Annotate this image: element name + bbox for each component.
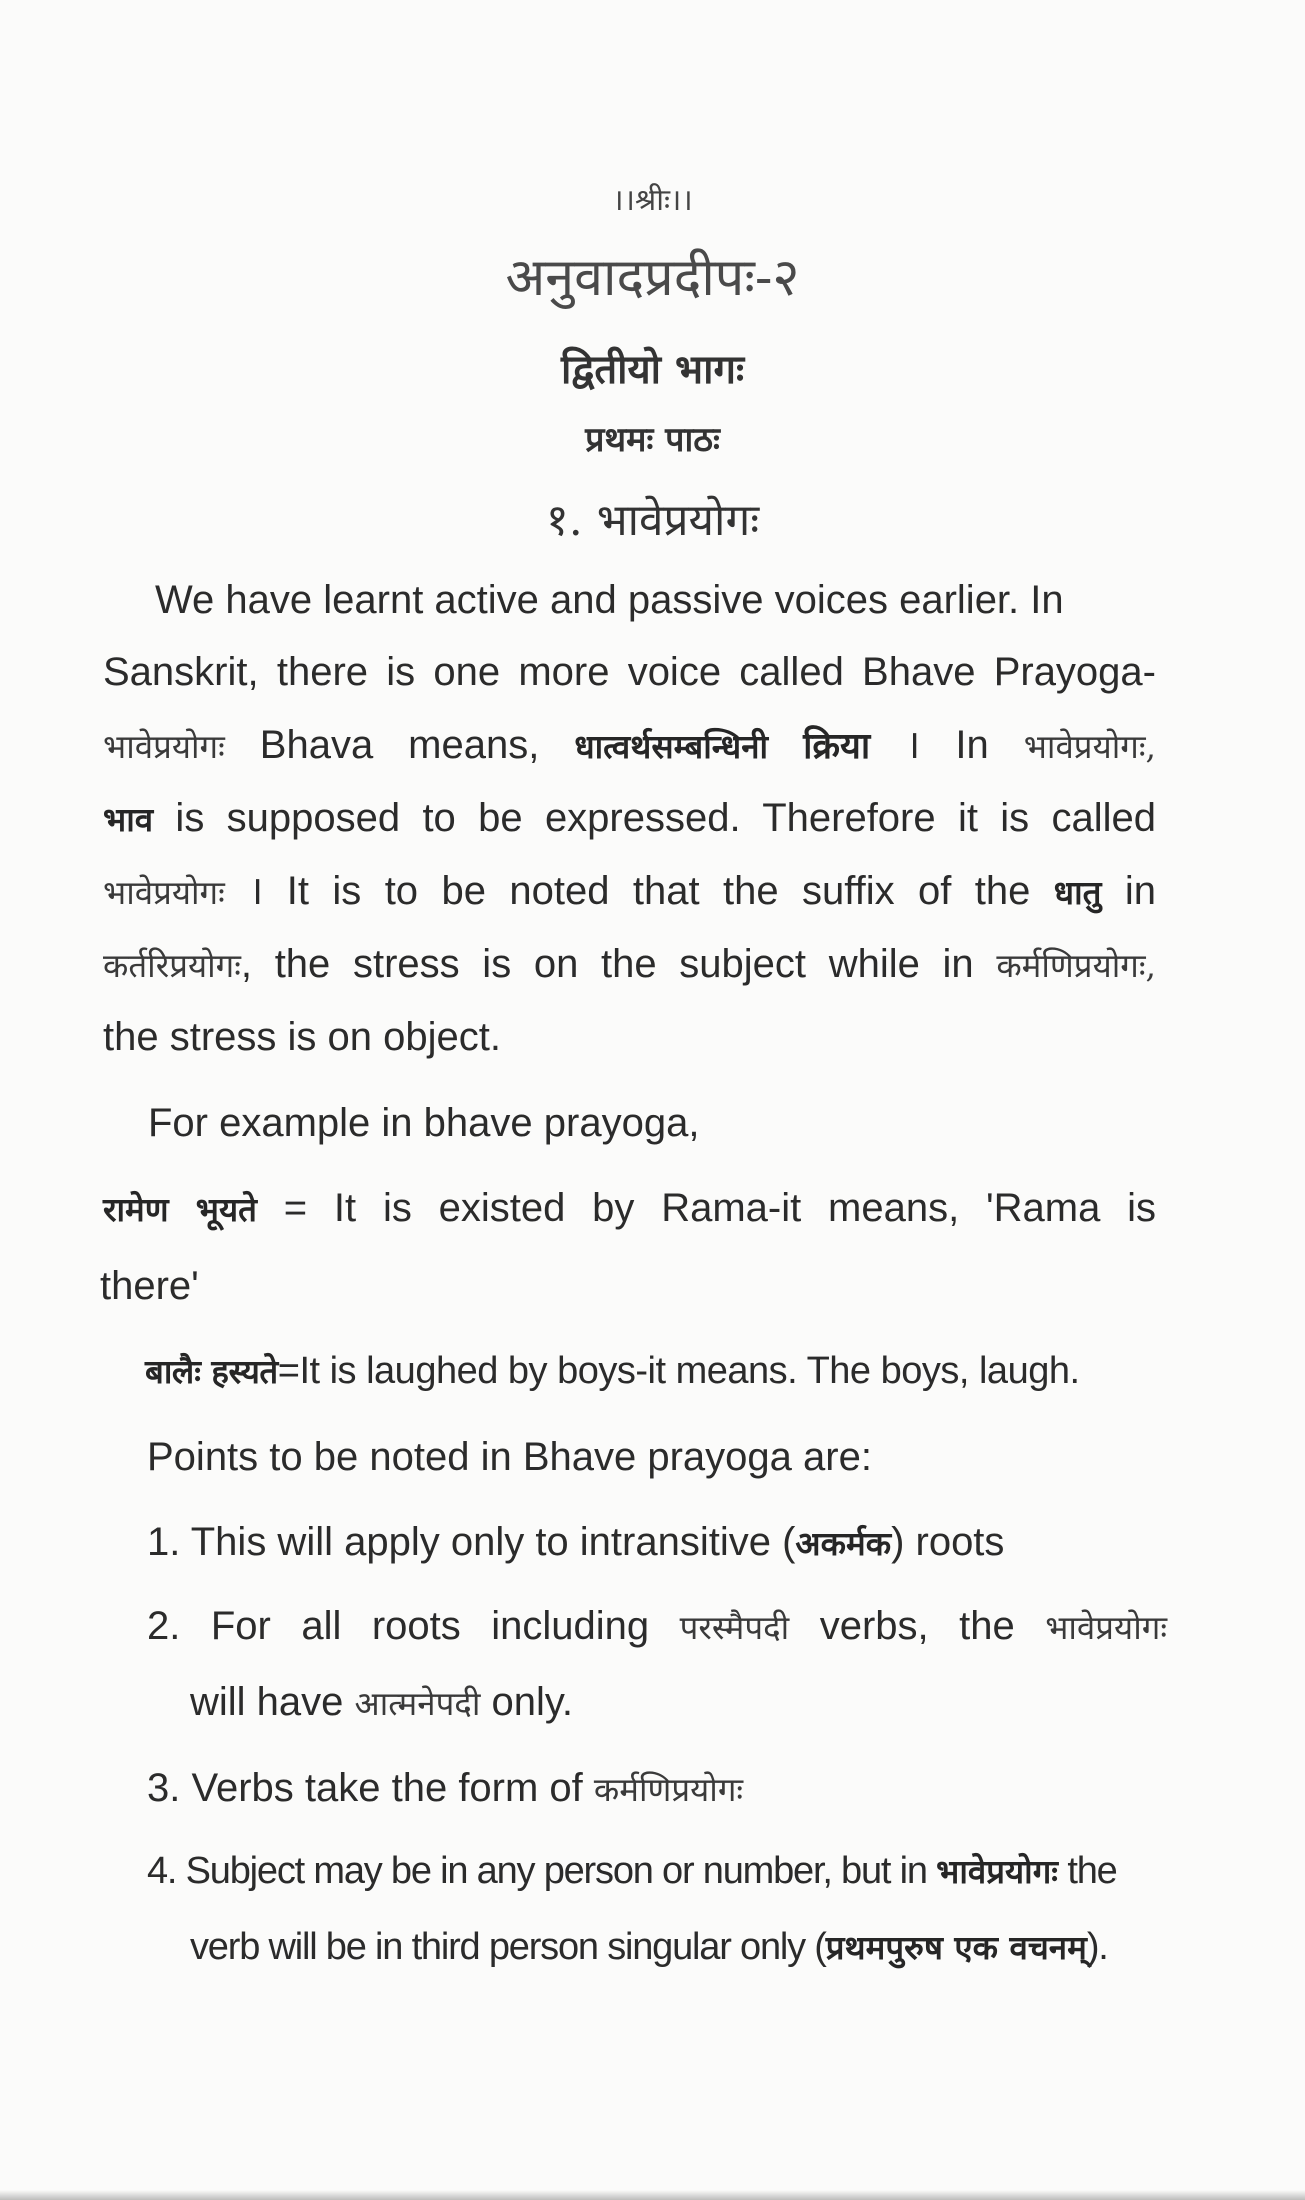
intro-text: in — [1101, 869, 1156, 913]
point-number: 4. — [147, 1850, 177, 1892]
book-title: अनुवादप्रदीपः-२ — [505, 248, 800, 308]
points-lead-text: Points to be noted in Bhave prayoga are: — [147, 1435, 872, 1479]
sanskrit-term: भावेप्रयोगः — [1045, 1608, 1167, 1647]
intro-line-5 — [103, 871, 1156, 911]
point-2-continued — [190, 1682, 573, 1722]
page-edge-shadow — [0, 2190, 1305, 2200]
intro-line-1 — [155, 580, 1064, 620]
point-text: Subject may be in any person or number, but in — [185, 1850, 937, 1892]
point-text: will have — [190, 1680, 355, 1724]
sanskrit-term: भावेप्रयोगः — [103, 727, 225, 766]
intro-line-4 — [103, 798, 1156, 838]
sanskrit-term: धातु — [1053, 873, 1102, 912]
sanskrit-term: परस्मैपदी — [679, 1608, 790, 1647]
point-2 — [147, 1606, 1167, 1646]
point-text: ) roots — [891, 1520, 1005, 1564]
equals-sign: = — [256, 1186, 334, 1230]
point-3 — [147, 1768, 743, 1808]
sanskrit-term: प्रथमपुरुष एक वचनम् — [825, 1928, 1087, 1967]
example-text: there' — [100, 1264, 199, 1308]
point-text: ). — [1086, 1926, 1108, 1968]
point-text: This will apply only to intransitive ( — [190, 1520, 796, 1564]
intro-text: is supposed to be expressed. Therefore it is called — [153, 796, 1156, 840]
intro-line-3 — [103, 725, 1156, 765]
points-lead — [147, 1437, 872, 1477]
sanskrit-term: कर्तरिप्रयोगः — [103, 946, 241, 985]
sanskrit-term: भावेप्रयोगः, — [1023, 727, 1156, 766]
example-text: It is laughed by boys-it means. The boys, laugh. — [299, 1350, 1080, 1392]
sanskrit-term: भावेप्रयोगः — [103, 873, 225, 912]
intro-text: We have learnt active and passive voices earlier. In — [155, 578, 1064, 622]
sanskrit-term: कर्मणिप्रयोगः — [593, 1770, 744, 1809]
sanskrit-term: भाव — [103, 800, 154, 839]
example-2 — [145, 1352, 1080, 1390]
sanskrit-term: भावेप्रयोगः — [936, 1852, 1058, 1891]
point-text: Verbs take the form of — [191, 1766, 594, 1810]
point-text: verb will be in third person singular only ( — [190, 1926, 826, 1968]
examples-lead-text: For example in bhave prayoga, — [148, 1101, 700, 1145]
point-number: 3. — [147, 1766, 181, 1810]
example-text: It is existed by Rama-it means, 'Rama is — [333, 1186, 1156, 1230]
sanskrit-example: रामेण भूयते — [103, 1190, 257, 1229]
sanskrit-term: अकर्मक — [795, 1524, 892, 1563]
sanskrit-term: धात्वर्थसम्बन्धिनी — [574, 727, 769, 766]
intro-text: Bhava means, — [224, 723, 575, 767]
example-1-continued — [100, 1266, 199, 1306]
intro-text: the stress is on object. — [103, 1015, 501, 1059]
point-text: the — [1057, 1850, 1117, 1892]
intro-line-2 — [103, 652, 1156, 692]
example-1 — [103, 1188, 1156, 1228]
equals-sign: = — [277, 1350, 300, 1392]
intro-text: । It is to be noted that the suffix of the — [224, 869, 1054, 913]
intro-line-7 — [103, 1017, 501, 1057]
invocation: ।।श्रीः।। — [612, 183, 693, 218]
intro-text: Sanskrit, there is one more voice called Bhave Prayoga- — [103, 650, 1156, 694]
sanskrit-term: क्रिया — [803, 725, 871, 767]
point-1 — [147, 1522, 1004, 1562]
point-number: 2. — [147, 1604, 181, 1648]
point-4-continued — [190, 1928, 1108, 1966]
lesson-heading: प्रथमः पाठः — [585, 420, 720, 460]
intro-text: , the stress is on the subject while in — [240, 942, 997, 986]
sanskrit-example: बालैः हस्यते — [145, 1352, 278, 1391]
part-heading: द्वितीयो भागः — [560, 346, 745, 393]
intro-text: । In — [870, 723, 1024, 767]
intro-line-6 — [103, 944, 1156, 984]
point-text: For all roots including — [210, 1604, 680, 1648]
point-text: verbs, the — [789, 1604, 1046, 1648]
topic-heading: १. भावेप्रयोगः — [545, 495, 760, 546]
sanskrit-term: आत्मनेपदी — [354, 1684, 481, 1723]
point-text: only. — [480, 1680, 574, 1724]
point-number: 1. — [147, 1520, 181, 1564]
examples-lead — [148, 1103, 699, 1143]
sanskrit-term: कर्मणिप्रयोगः, — [996, 946, 1156, 985]
point-4 — [147, 1852, 1117, 1890]
